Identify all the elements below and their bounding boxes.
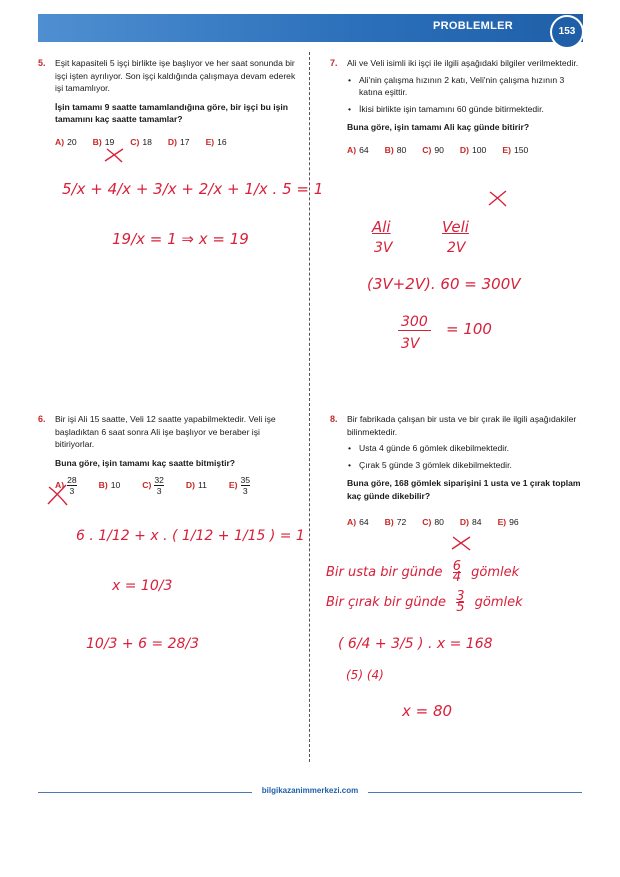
handwriting-q7-veli-value: 2V bbox=[447, 240, 466, 256]
page-number-badge: 153 bbox=[550, 15, 584, 49]
choice-b[interactable]: B) 10 bbox=[98, 480, 121, 491]
info-item: • Ali'nin çalışma hızının 2 katı, Veli'nin çalışma hızının 3 katına eşittir. bbox=[359, 74, 585, 99]
answer-mark-q5-icon bbox=[103, 146, 125, 164]
question-ask: İşin tamamı 9 saatte tamamlandığına göre, bir işçi bu işin tamamını kaç saatte tamamlar? bbox=[55, 101, 289, 124]
choice-a[interactable]: A) 64 bbox=[347, 517, 369, 527]
handwriting-q8-equation: ( 6/4 + 3/5 ) . x = 168 bbox=[338, 636, 493, 652]
choice-e[interactable]: E) $\frac{35}{3}$ bbox=[228, 475, 251, 496]
question-number: 7. bbox=[330, 58, 338, 68]
handwriting-q8-expand: (5) (4) bbox=[346, 668, 384, 682]
choice-d[interactable]: D) 100 bbox=[459, 144, 487, 155]
handwriting-q8-line2: Bir çırak bir günde $\frac{3}{5}$ gömlek bbox=[326, 589, 523, 615]
info-item: • Usta 4 günde 6 gömlek dikebilmektedir. bbox=[359, 442, 585, 455]
choice-a[interactable]: A) $\frac{28}{3}$ bbox=[55, 475, 77, 496]
info-list bbox=[347, 442, 585, 471]
handwriting-q7-result: = 100 bbox=[446, 320, 492, 338]
handwriting-q8-line1: Bir usta bir günde $\frac{6}{4}$ gömlek bbox=[326, 559, 520, 585]
question-text: Ali ve Veli isimli iki işçi ile ilgili aşağıdaki bilgiler verilmektedir. bbox=[347, 58, 579, 68]
question-text: Bir fabrikada çalışan bir usta ve bir çırak ile ilgili aşağıdakiler bilinmektedir. bbox=[347, 414, 577, 437]
choice-d[interactable]: D) 11 bbox=[185, 480, 207, 491]
footer-website: bilgikazanimmerkezi.com bbox=[261, 786, 359, 795]
choice-e[interactable]: E) 150 bbox=[502, 144, 529, 155]
answer-choices bbox=[55, 136, 296, 149]
handwriting-q7-fraction-num: 300 bbox=[398, 314, 431, 331]
answer-mark-q7-icon bbox=[487, 188, 509, 208]
handwriting-q6-line1: 6 . 1/12 + x . ( 1/12 + 1/15 ) = 1 bbox=[76, 528, 305, 544]
question-ask: Buna göre, 168 gömlek siparişini 1 usta ve 1 çırak toplam kaç günde dikebilir? bbox=[347, 478, 581, 501]
handwriting-q8-result: x = 80 bbox=[402, 702, 453, 720]
choice-c[interactable]: C) 80 bbox=[422, 517, 444, 527]
choice-a[interactable]: A) 64 bbox=[347, 144, 369, 155]
header-bar bbox=[38, 14, 583, 42]
choice-e[interactable]: E) 16 bbox=[205, 136, 227, 147]
choice-b[interactable]: B) 72 bbox=[384, 517, 407, 527]
question-7 bbox=[330, 57, 585, 156]
choice-a[interactable]: A) 20 bbox=[55, 136, 77, 147]
handwriting-q5-line2: 19/x = 1 ⇒ x = 19 bbox=[112, 230, 249, 248]
choice-d[interactable]: D) 17 bbox=[167, 136, 190, 147]
answer-choices bbox=[55, 475, 296, 496]
handwriting-q5-line1: 5/x + 4/x + 3/x + 2/x + 1/x . 5 = 1 bbox=[62, 180, 324, 198]
question-number: 6. bbox=[38, 414, 46, 424]
handwriting-q7-veli: Veli bbox=[442, 218, 469, 236]
handwriting-q7-fraction-den: 3V bbox=[401, 336, 420, 352]
choice-e[interactable]: E) 96 bbox=[497, 517, 519, 527]
question-6 bbox=[38, 413, 296, 496]
answer-choices bbox=[347, 516, 585, 529]
question-text: Eşit kapasiteli 5 işçi birlikte işe başlıyor ve her saat sonunda bir işçi işten ayrılıyor. Son işçi kaldığında çalışmaya devam ederek işi tamamlıyor. bbox=[55, 58, 296, 93]
answer-mark-q6-icon bbox=[46, 482, 70, 508]
column-divider bbox=[309, 52, 310, 762]
question-text: Bir işi Ali 15 saatte, Veli 12 saatte yapabilmektedir. Veli işe başladıktan 6 saat sonra Ali işe başlıyor ve beraber işi bitiriyorlar. bbox=[55, 414, 276, 449]
handwriting-q7-equation: (3V+2V). 60 = 300V bbox=[367, 275, 521, 293]
answer-mark-q8-icon bbox=[450, 534, 472, 552]
choice-c[interactable]: C) 18 bbox=[130, 136, 152, 147]
handwriting-q7-ali: Ali bbox=[372, 218, 391, 236]
section-title: PROBLEMLER bbox=[433, 20, 513, 32]
handwriting-q6-line3: 10/3 + 6 = 28/3 bbox=[86, 636, 200, 652]
handwriting-q6-line2: x = 10/3 bbox=[112, 578, 173, 594]
choice-b[interactable]: B) 80 bbox=[384, 144, 407, 155]
handwriting-q7-ali-value: 3V bbox=[374, 240, 393, 256]
choice-d[interactable]: D) 84 bbox=[459, 517, 482, 527]
choice-c[interactable]: C) 90 bbox=[422, 144, 444, 155]
answer-choices bbox=[347, 144, 585, 157]
choice-b[interactable]: B) 19 bbox=[92, 136, 115, 147]
question-ask: Buna göre, işin tamamı Ali kaç günde bitirir? bbox=[347, 122, 530, 132]
question-8 bbox=[330, 413, 585, 529]
question-number: 8. bbox=[330, 414, 338, 424]
info-item: • Çırak 5 günde 3 gömlek dikebilmektedir. bbox=[359, 459, 585, 472]
info-list bbox=[347, 74, 585, 116]
question-5 bbox=[38, 57, 296, 148]
choice-c[interactable]: C) $\frac{32}{3}$ bbox=[142, 475, 164, 496]
question-ask: Buna göre, işin tamamı kaç saatte bitmiştir? bbox=[55, 457, 236, 468]
info-item: • İkisi birlikte işin tamamını 60 günde bitirmektedir. bbox=[359, 103, 585, 116]
question-number: 5. bbox=[38, 58, 46, 68]
